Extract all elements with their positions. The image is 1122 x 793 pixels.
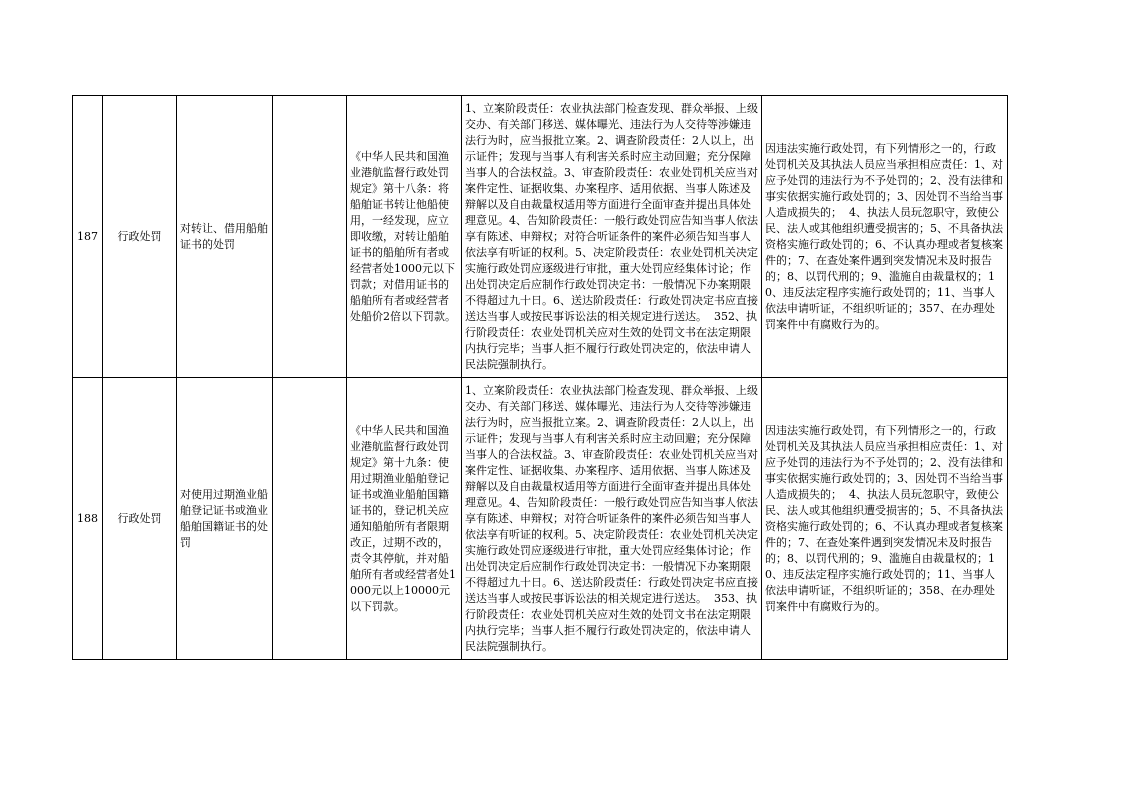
responsibility-text: 1、立案阶段责任：农业执法部门检查发现、群众举报、上级交办、有关部门移送、媒体曝光、违法行为人交待等涉嫌违法行为时，应当报批立案。2、调查阶段责任：2人以上，出示证件；发现与当事人有利害关系时应主动回避；充分保障当事人的合法权益。3、审查阶段责任：农业处罚机关应当对案件定性、证据收集、办案程序、适用依据、当事人陈述及辩解以及自由裁量权适用等方面进行全面审查并提出具体处理意见。4、告知阶段责任：一般行政处罚应告知当事人依法享有陈述、申辩权；对符合听证条件的案件必须告知当事人依法享有听证的权利。5、决定阶段责任：农业处罚机关决定实施行政处罚应逐级进行审批，重大处罚应经集体讨论；作出处罚决定后应制作行政处罚决定书：一般情况下办案期限不得超过九十日。6、送达阶段责任：行政处罚决定书应直接送达当事人或按民事诉讼法的相关规定进行送达。 353、执行阶段责任：农业处罚机关应对生效的处罚文书在法定期限内执行完毕；当事人拒不履行行政处罚决定的，依法申请人民法院强制执行。 (462, 378, 762, 660)
table-row (73, 96, 1008, 378)
item-category: 行政处罚 (103, 378, 177, 660)
item-title: 对转让、借用船舶证书的处罚 (177, 96, 273, 378)
responsibility-text: 1、立案阶段责任：农业执法部门检查发现、群众举报、上级交办、有关部门移送、媒体曝光、违法行为人交待等涉嫌违法行为时，应当报批立案。2、调查阶段责任：2人以上，出示证件；发现与当事人有利害关系时应主动回避；充分保障当事人的合法权益。3、审查阶段责任：农业处罚机关应当对案件定性、证据收集、办案程序、适用依据、当事人陈述及辩解以及自由裁量权适用等方面进行全面审查并提出具体处理意见。4、告知阶段责任：一般行政处罚应告知当事人依法享有陈述、申辩权；对符合听证条件的案件必须告知当事人依法享有听证的权利。5、决定阶段责任：农业处罚机关决定实施行政处罚应逐级进行审批，重大处罚应经集体讨论；作出处罚决定后应制作行政处罚决定书：一般情况下办案期限不得超过九十日。6、送达阶段责任：行政处罚决定书应直接送达当事人或按民事诉讼法的相关规定进行送达。 352、执行阶段责任：农业处罚机关应对生效的处罚文书在法定期限内执行完毕；当事人拒不履行行政处罚决定的，依法申请人民法院强制执行。 (462, 96, 762, 378)
item-title: 对使用过期渔业船舶登记证书或渔业船舶国籍证书的处罚 (177, 378, 273, 660)
penalty-table (72, 95, 1008, 660)
legal-basis: 《中华人民共和国渔业港航监督行政处罚规定》第十九条：使用过期渔业船舶登记证书或渔业船舶国籍证书的，登记机关应通知船舶所有者限期改正，过期不改的，责令其停航，并对船舶所有者或经营者处1000元以上10000元以下罚款。 (347, 378, 462, 660)
item-category: 行政处罚 (103, 96, 177, 378)
liability-text: 因违法实施行政处罚，有下列情形之一的，行政处罚机关及其执法人员应当承担相应责任：1、对应予处罚的违法行为不予处罚的；2、没有法律和事实依据实施行政处罚的；3、因处罚不当给当事人造成损失的； 4、执法人员玩忽职守，致使公民、法人或其他组织遭受损害的；5、不具备执法资格实施行政处罚的；6、不认真办理或者复核案件的；7、在查处案件遇到突发情况未及时报告的；8、以罚代刑的；9、滥施自由裁量权的；10、违反法定程序实施行政处罚的；11、当事人依法申请听证，不组织听证的；358、在办理处罚案件中有腐败行为的。 (762, 378, 1008, 660)
empty-cell (273, 378, 347, 660)
item-number: 187 (73, 96, 103, 378)
item-number: 188 (73, 378, 103, 660)
empty-cell (273, 96, 347, 378)
liability-text: 因违法实施行政处罚，有下列情形之一的，行政处罚机关及其执法人员应当承担相应责任：1、对应予处罚的违法行为不予处罚的；2、没有法律和事实依据实施行政处罚的；3、因处罚不当给当事人造成损失的； 4、执法人员玩忽职守，致使公民、法人或其他组织遭受损害的；5、不具备执法资格实施行政处罚的；6、不认真办理或者复核案件的；7、在查处案件遇到突发情况未及时报告的；8、以罚代刑的；9、滥施自由裁量权的；10、违反法定程序实施行政处罚的；11、当事人依法申请听证，不组织听证的；357、在办理处罚案件中有腐败行为的。 (762, 96, 1008, 378)
table-row (73, 378, 1008, 660)
legal-basis: 《中华人民共和国渔业港航监督行政处罚规定》第十八条：将船舶证书转让他船使用，一经发现，应立即收缴，对转让船舶证书的船舶所有者或经营者处1000元以下罚款；对借用证书的船舶所有者或经营者处船价2倍以下罚款。 (347, 96, 462, 378)
